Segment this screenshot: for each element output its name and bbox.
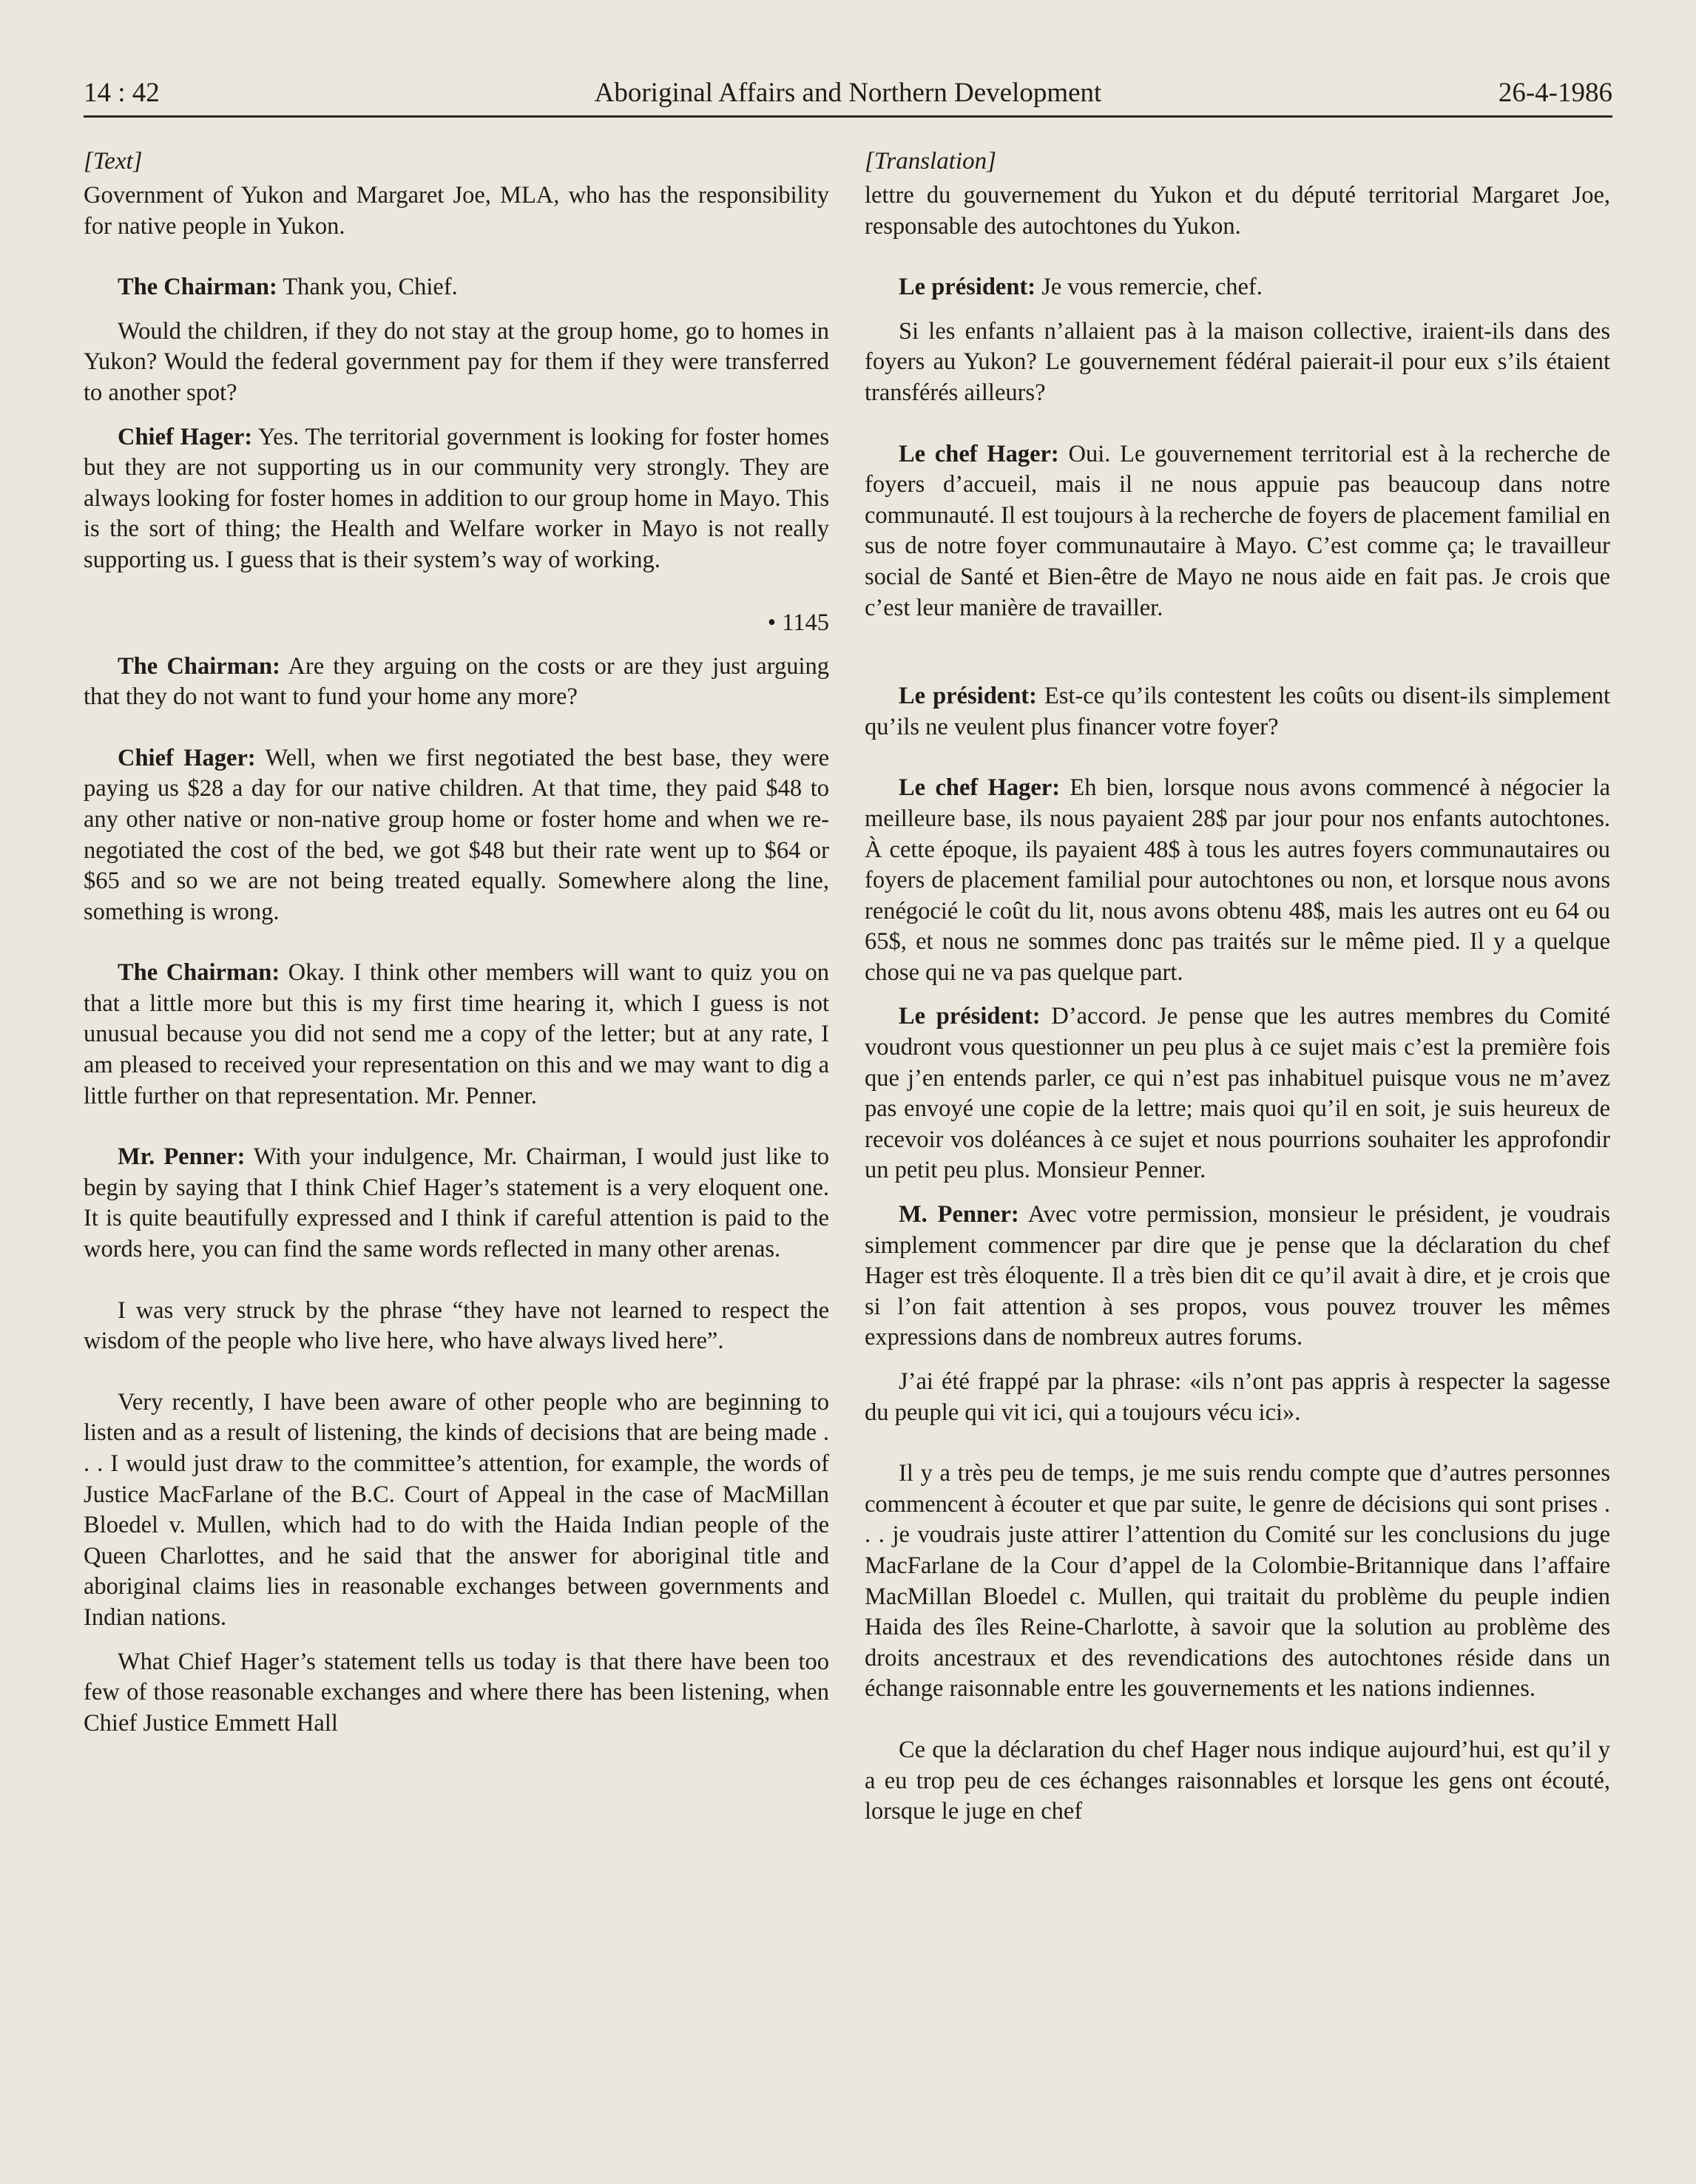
paragraph-9: I was very struck by the phrase “they have not learned to respect the wisdom of the people who live here, who have always lived here”. bbox=[84, 1296, 829, 1355]
speaker-name: Le chef Hager: bbox=[899, 440, 1059, 467]
column-label-text: [Text] bbox=[84, 148, 143, 175]
speaker-name: Le président: bbox=[899, 1003, 1041, 1030]
speaker-name: Le président: bbox=[899, 274, 1036, 301]
header-title: Aboriginal Affairs and Northern Development bbox=[594, 78, 1102, 108]
french-column bbox=[865, 145, 1610, 1841]
paragraph-7 bbox=[865, 1001, 1610, 1186]
paragraph-8 bbox=[84, 1142, 829, 1265]
time-marker: • 1145 bbox=[767, 609, 829, 636]
speech-text: With your indulgence, Mr. Chairman, I would just like to begin by saying that I think Chief Hager’s statement is a very eloquent one. It is quite beautifully expressed and I think if careful attention is paid to the words here, you can find the same words reflected in many other arenas. bbox=[84, 1143, 830, 1263]
paragraph-3: Would the children, if they do not stay at the group home, go to homes in Yukon? Would the federal government pay for them if they were transferred to another spot? bbox=[84, 317, 829, 406]
paragraph-11: Ce que la déclaration du chef Hager nous indique aujourd’hui, est qu’il y a eu trop peu de ces échanges raisonnables et lorsque les gens ont écouté, lorsque le juge en chef bbox=[865, 1736, 1610, 1825]
speech-text: Well, when we first negotiated the best base, they were paying us $28 a day for our native children. At that time, they paid $48 to any other native or non-native group home or foster home and when we re-negotiated the cost of the bed, we got $48 but their rate went up to $64 or $65 and so we are not being treated equally. Somewhere along the line, something is wrong. bbox=[84, 744, 829, 925]
speaker-name: The Chairman: bbox=[118, 959, 280, 987]
speech-text: Je vous remercie, chef. bbox=[1035, 274, 1263, 301]
paragraph-5 bbox=[865, 681, 1610, 743]
paragraph-1: lettre du gouvernement du Yukon et du député territorial Margaret Joe, responsable des autochtones du Yukon. bbox=[865, 182, 1610, 240]
speech-text: Thank you, Chief. bbox=[277, 274, 458, 301]
paragraph-11: What Chief Hager’s statement tells us today is that there have been too few of those reasonable exchanges and where there has been listening, when Chief Justice Emmett Hall bbox=[84, 1648, 829, 1737]
speaker-name: Le chef Hager: bbox=[899, 774, 1061, 802]
paragraph-2 bbox=[865, 272, 1610, 303]
speaker-name: The Chairman: bbox=[118, 274, 277, 301]
english-column bbox=[84, 145, 829, 1752]
speaker-name: The Chairman: bbox=[118, 652, 280, 680]
speaker-name: Mr. Penner: bbox=[118, 1143, 246, 1171]
paragraph-4 bbox=[84, 422, 829, 576]
paragraph-10: Very recently, I have been aware of other people who are beginning to listen and as a result of listening, the kinds of decisions that are being made . . . I would just draw to the committee’s attention, for example, the words of Justice MacFarlane of the B.C. Court of Appeal in the case of MacMillan Bloedel v. Mullen, which had to do with the Haida Indian people of the Queen Charlottes, and he said that the answer for aboriginal title and aboriginal claims lies in reasonable exchanges between governments and Indian nations. bbox=[84, 1388, 829, 1631]
paragraph-8 bbox=[865, 1200, 1610, 1353]
paragraph-6 bbox=[84, 743, 829, 928]
paragraph-7 bbox=[84, 958, 829, 1112]
speech-text: Okay. I think other members will want to quiz you on that a little more but this is my first time hearing it, which I guess is not unusual because you did not send me a copy of the letter; but at any rate, I am pleased to received your representation on this and we may want to dig a little further on that representation. Mr. Penner. bbox=[84, 959, 829, 1109]
paragraph-9: J’ai été frappé par la phrase: «ils n’ont pas appris à respecter la sagesse du peuple qui vit ici, qui a toujours vécu ici». bbox=[865, 1368, 1610, 1426]
running-header bbox=[84, 71, 1612, 118]
speech-text: Avec votre permission, monsieur le président, je voudrais simplement commencer par dire que je pense que la déclaration du chef Hager est très éloquente. Il a très bien dit ce qu’il avait à dire, et je crois que si l’on fait attention à ses propos, vous pouvez trouver les mêmes expressions dans de nombreux autres forums. bbox=[865, 1201, 1610, 1351]
speech-text: Yes. The territorial government is looking for foster homes but they are not supporting us in our community very strongly. They are always looking for foster homes in addition to our group home in Mayo. This is the sort of thing; the Health and Welfare worker in Mayo is not really supporting us. I guess that is their system’s way of working. bbox=[84, 423, 829, 573]
paragraph-10: Il y a très peu de temps, je me suis rendu compte que d’autres personnes commencent à écouter et que par suite, le genre de décisions qui sont prises . . . je voudrais juste attirer l’attention du Comité sur les conclusions du juge MacFarlane de la Cour d’appel de la Colombie-Britannique dans l’affaire MacMillan Bloedel c. Mullen, qui traitait du problème du peuple indien Haida des îles Reine-Charlotte, à savoir que la solution au problème des droits ancestraux et des revendications des autochtones réside dans un échange raisonnable entre les gouvernements et les nations indiennes. bbox=[865, 1460, 1610, 1703]
column-label-translation: [Translation] bbox=[865, 148, 996, 175]
paragraph-2 bbox=[84, 272, 829, 303]
speech-text: Oui. Le gouvernement territorial est à la recherche de foyers d’accueil, mais il ne nous appuie pas beaucoup dans notre communauté. Il est toujours à la recherche de foyers de placement familial en sus de notre foyer communautaire à Mayo. C’est comme ça; le travailleur social de Santé et Bien-être de Mayo ne nous aide en fait pas. Je crois que c’est leur manière de travailler. bbox=[865, 440, 1611, 621]
speaker-name: Chief Hager: bbox=[118, 744, 256, 771]
paragraph-6 bbox=[865, 773, 1610, 988]
header-page-number: 14 : 42 bbox=[84, 78, 160, 108]
paragraph-5 bbox=[84, 652, 829, 713]
paragraph-3: Si les enfants n’allaient pas à la maison collective, iraient-ils dans des foyers au Yukon? Le gouvernement fédéral paierait-il pour eux s’ils étaient transférés ailleurs? bbox=[865, 317, 1610, 406]
speech-text: Are they arguing on the costs or are they just arguing that they do not want to fund your home any more? bbox=[84, 652, 829, 711]
speaker-name: Le président: bbox=[899, 683, 1037, 710]
paragraph-1: Government of Yukon and Margaret Joe, MLA, who has the responsibility for native people in Yukon. bbox=[84, 182, 829, 240]
speech-text: Eh bien, lorsque nous avons commencé à négocier la meilleure base, ils nous payaient 28$ par jour pour nos enfants autochtones. À cette époque, ils payaient 48$ à tous les autres foyers communautaires ou foyers de placement familial pour autochtones ou non, et lorsque nous avons renégocié le coût du lit, nous avons obtenu 48$, mais les autres ont eu 64 ou 65$, et nous ne sommes donc pas traités sur le même pied. Il y a quelque chose qui ne va pas quelque part. bbox=[865, 774, 1610, 986]
header-date: 26-4-1986 bbox=[1498, 78, 1612, 108]
speech-text: Est-ce qu’ils contestent les coûts ou disent-ils simplement qu’ils ne veulent plus financer votre foyer? bbox=[865, 683, 1610, 740]
paragraph-4 bbox=[865, 439, 1610, 624]
speech-text: D’accord. Je pense que les autres membres du Comité voudront vous questionner un peu plus à ce sujet mais c’est la première fois que j’en entends parler, ce qui n’est pas inhabituel puisque vous ne m’avez pas envoyé une copie de la lettre; mais quoi qu’il en soit, je suis heureux de recevoir vos doléances à ce sujet et nous pourrions souhaiter les approfondir un petit peu plus. Monsieur Penner. bbox=[865, 1003, 1610, 1184]
speaker-name: Chief Hager: bbox=[118, 423, 253, 450]
speaker-name: M. Penner: bbox=[899, 1201, 1019, 1228]
